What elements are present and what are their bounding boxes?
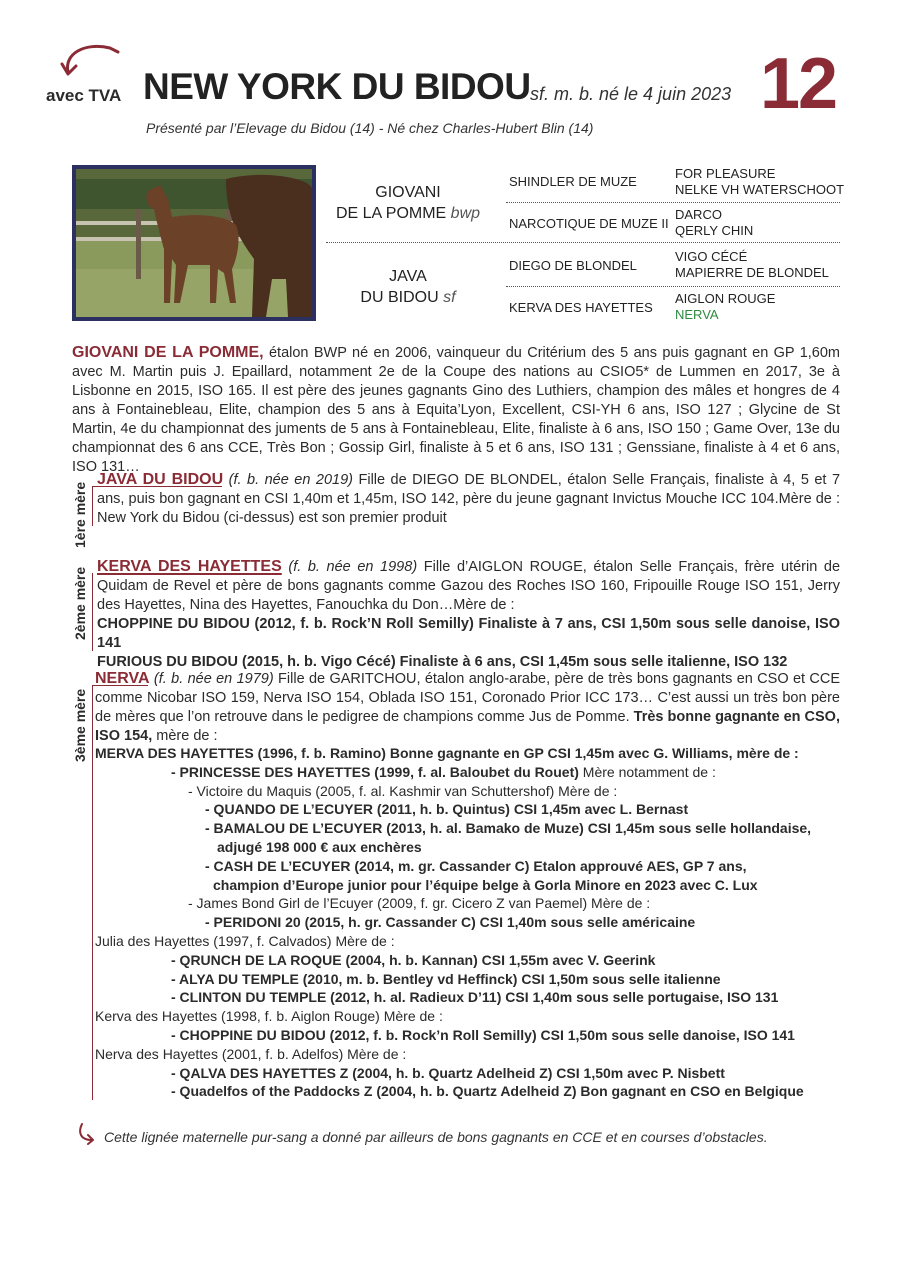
mere-2-lead: KERVA DES HAYETTES [97,558,282,575]
descendant-bold: - QUANDO DE L’ECUYER (2011, h. b. Quintus) CSI 1,45m avec L. Bernast [205,801,689,818]
sire-studbook: bwp [450,205,481,222]
mere-1-line [92,486,93,526]
granddam-1: NARCOTIQUE DE MUZE II [509,216,669,231]
grandsire-2: DIEGO DE BLONDEL [509,258,637,273]
mere-2-line [92,573,93,651]
mere-2-label: 2ème mère [72,566,88,640]
horse-name: NEW YORK DU BIDOU [143,66,531,107]
mere-1-paragraph [97,470,840,528]
descendant-line [95,1064,840,1083]
mere-2-meta: (f. b. née en 1998) [288,559,418,575]
footer-note: Cette lignée maternelle pur-sang a donné par ailleurs de bons gagnants en CCE et en courses d’obstacles. [104,1129,768,1145]
descendant-bold: - PERIDONI 20 (2015, h. gr. Cassander C) CSI 1,40m sous selle américaine [205,914,696,931]
pedigree-divider-lower [506,286,840,287]
descendant-bold: - BAMALOU DE L’ECUYER (2013, h. al. Bamako de Muze) CSI 1,45m sous selle hollandaise, [205,820,812,837]
sire-paragraph [72,343,840,477]
descendant-text: - James Bond Girl de l’Ecuyer (2009, f. gr. Cicero Z van Paemel) Mère de : [188,895,651,912]
descendant-bold: - CLINTON DU TEMPLE (2012, h. al. Radieux D’11) CSI 1,40m sous selle portugaise, ISO 131 [171,989,779,1006]
descendant-text: Nerva des Hayettes (2001, f. b. Adelfos) Mère de : [95,1045,407,1062]
presented-by: Présenté par l’Elevage du Bidou (14) - Né chez Charles-Hubert Blin (14) [146,120,594,136]
great-grandparent-1: FOR PLEASURE [675,166,776,181]
lot-number: 12 [760,44,837,124]
descendant-bold: - ALYA DU TEMPLE (2010, m. b. Bentley vd Heffinck) CSI 1,50m sous selle italienne [171,970,721,987]
descendant-bold: - CHOPPINE DU BIDOU (2012, f. b. Rock’n Roll Semilly) CSI 1,50m sous selle danoise, ISO 141 [171,1026,795,1043]
descendant-line [95,1007,840,1026]
descendant-line [95,876,840,895]
mere-2-product-1: CHOPPINE DU BIDOU (2012, f. b. Rock’N Roll Semilly) Finaliste à 7 ans, CSI 1,50m sous selle danoise, ISO 141 [97,616,840,651]
descendant-bold: adjugé 198 000 € aux enchères [217,838,422,855]
tva-label: avec TVA [46,86,122,105]
mere-2-paragraph [97,557,840,672]
descendant-text: Mère notamment de : [578,763,716,780]
curved-arrow-icon [76,1122,98,1146]
descendant-line [95,782,840,801]
descendant-bold: champion d’Europe junior pour l’équipe belge à Gorla Minore en 2023 avec C. Lux [213,876,758,893]
mere-3-line [92,685,93,1100]
granddam-2: KERVA DES HAYETTES [509,300,653,315]
mere-3-label: 3ème mère [72,688,88,762]
descendant-text: Kerva des Hayettes (1998, f. b. Aiglon Rouge) Mère de : [95,1008,443,1025]
sire-paragraph-lead: GIOVANI DE LA POMME, [72,344,264,361]
great-grandparent-6: MAPIERRE DE BLONDEL [675,265,829,280]
great-grandparent-2: NELKE VH WATERSCHOOT [675,182,845,197]
great-grandparent-7: AIGLON ROUGE [675,291,776,306]
sire-paragraph-body: étalon BWP né en 2006, vainqueur du Critérium des 5 ans puis gagnant en GP 1,60m avec M. Martin puis J. Epaillard, notamment 2e de la Coupe des nations au CSIO5* de Lummen en 2017, 3e à Lisbonne en 2015, ISO 165. Il est père des jeunes gagnants Gino des Luthiers, champion des mâles et hongres de 4 ans à Fontainebleau, Elite, champion des 5 ans à Equita’Lyon, Excellent, CSI-YH 6 ans, ISO 127 ; Glycine de St Martin, 4e du championnat des juments de 5 ans à Fontainebleau, Elite, finaliste à 6 ans, ISO 150 ; Game Over, 13e du championnat des 6 ans CCE, Très Bon ; Gossip Girl, finaliste à 5 et 6 ans, ISO 131 ; Genssiane, finaliste à 4 et 6 ans, ISO 131… [72,345,840,475]
great-grandparent-5: VIGO CÉCÉ [675,249,748,264]
great-grandparent-4: QERLY CHIN [675,223,754,238]
descendant-bold: - PRINCESSE DES HAYETTES (1999, f. al. Baloubet du Rouet) [171,763,579,780]
descendant-line [95,1045,840,1064]
descendant-bold: - QRUNCH DE LA ROQUE (2004, h. b. Kannan) CSI 1,55m avec V. Geerink [171,951,656,968]
mere-3-performance: Très bonne gagnante en CSO, ISO 154, [95,709,840,744]
mere-2-body: Fille d’AIGLON ROUGE, étalon Selle Français, frère utérin de Quidam de Revel et père de bons gagnants comme Gazou des Roches ISO 160, Fripouille Rouge ISO 151, Jerry des Hayettes, Nina des Hayettes, Fanouchka du Don…Mère de : [97,559,841,613]
descendant-line [95,819,840,838]
great-grandparent-3: DARCO [675,207,722,222]
great-grandparent-8: NERVA [675,307,719,322]
descendants-list [95,744,840,1101]
descendant-line [95,857,840,876]
pedigree-dam [318,266,498,308]
descendant-line [95,1026,840,1045]
mere-1-body: Fille de DIEGO DE BLONDEL, étalon Selle Français, finaliste à 4, 5 et 7 ans, puis bon gagnant en CSI 1,40m et 1,45m, ISO 142, père du jeune gagnant Invictus Mouche ICC 104.Mère de : New York du Bidou (ci-dessus) est son premier produit [97,472,841,526]
descendant-bold: - QALVA DES HAYETTES Z (2004, h. b. Quartz Adelheid Z) CSI 1,50m avec P. Nisbett [171,1064,725,1081]
sire-name-line2 [318,203,498,224]
sire-name-line1: GIOVANI [375,184,441,201]
descendant-line [95,763,840,782]
mere-1-label: 1ère mère [72,481,88,548]
horse-description: sf. m. b. né le 4 juin 2023 [530,84,732,104]
pedigree-divider-upper [506,202,840,203]
curved-arrow-icon [58,40,128,90]
descendant-line [95,913,840,932]
dam-name-line1: JAVA [389,268,427,285]
pedigree-divider-main [326,242,840,243]
descendant-line [95,800,840,819]
descendant-bold: - Quadelfos of the Paddocks Z (2004, h. b. Quartz Adelheid Z) Bon gagnant en CSO en Belgique [171,1083,804,1100]
dam-name-line2 [318,287,498,308]
mere-3-body: Fille de GARITCHOU, étalon anglo-arabe, père de très bons gagnants en CSO et CCE comme Nicobar ISO 159, Nerva ISO 154, Oblada ISO 151, Coronado Prior ICC 173… C’est aussi un très bon père de mères que l’on retrouve dans le pedigree de champions comme Jus de Pomme. [95,671,841,725]
mere-1-meta: (f. b. née en 2019) [228,472,353,488]
mere-3-paragraph [95,669,840,746]
descendant-line [95,932,840,951]
mere-1-lead: JAVA DU BIDOU [97,471,224,488]
descendant-text: - Victoire du Maquis (2005, f. al. Kashmir van Schuttershof) Mère de : [188,782,618,799]
descendant-line [95,951,840,970]
mere-2-product-2: FURIOUS DU BIDOU (2015, h. b. Vigo Cécé) Finaliste à 6 ans, CSI 1,45m sous selle italienne, ISO 132 [97,654,788,670]
foal-photo [72,165,316,321]
descendant-line [95,988,840,1007]
descendant-text: Julia des Hayettes (1997, f. Calvados) Mère de : [95,932,395,949]
mere-3-mere-de: mère de : [152,728,218,744]
mere-3-lead: NERVA [95,670,150,687]
dam-studbook: sf [443,289,456,306]
mere-3-meta: (f. b. née en 1979) [153,671,274,687]
descendant-line [95,970,840,989]
descendant-line [95,894,840,913]
descendant-bold: - CASH DE L’ECUYER (2014, m. gr. Cassander C) Etalon approuvé AES, GP 7 ans, [205,857,747,874]
descendant-line [95,744,840,763]
pedigree-sire [318,182,498,224]
dam-name: DU BIDOU [360,289,439,306]
descendant-line [95,838,840,857]
grandsire-1: SHINDLER DE MUZE [509,174,637,189]
descendant-bold: MERVA DES HAYETTES (1996, f. b. Ramino) Bonne gagnante en GP CSI 1,45m avec G. Williams, mère de : [95,745,799,761]
sire-name: DE LA POMME [335,205,447,222]
descendant-line [95,1082,840,1101]
